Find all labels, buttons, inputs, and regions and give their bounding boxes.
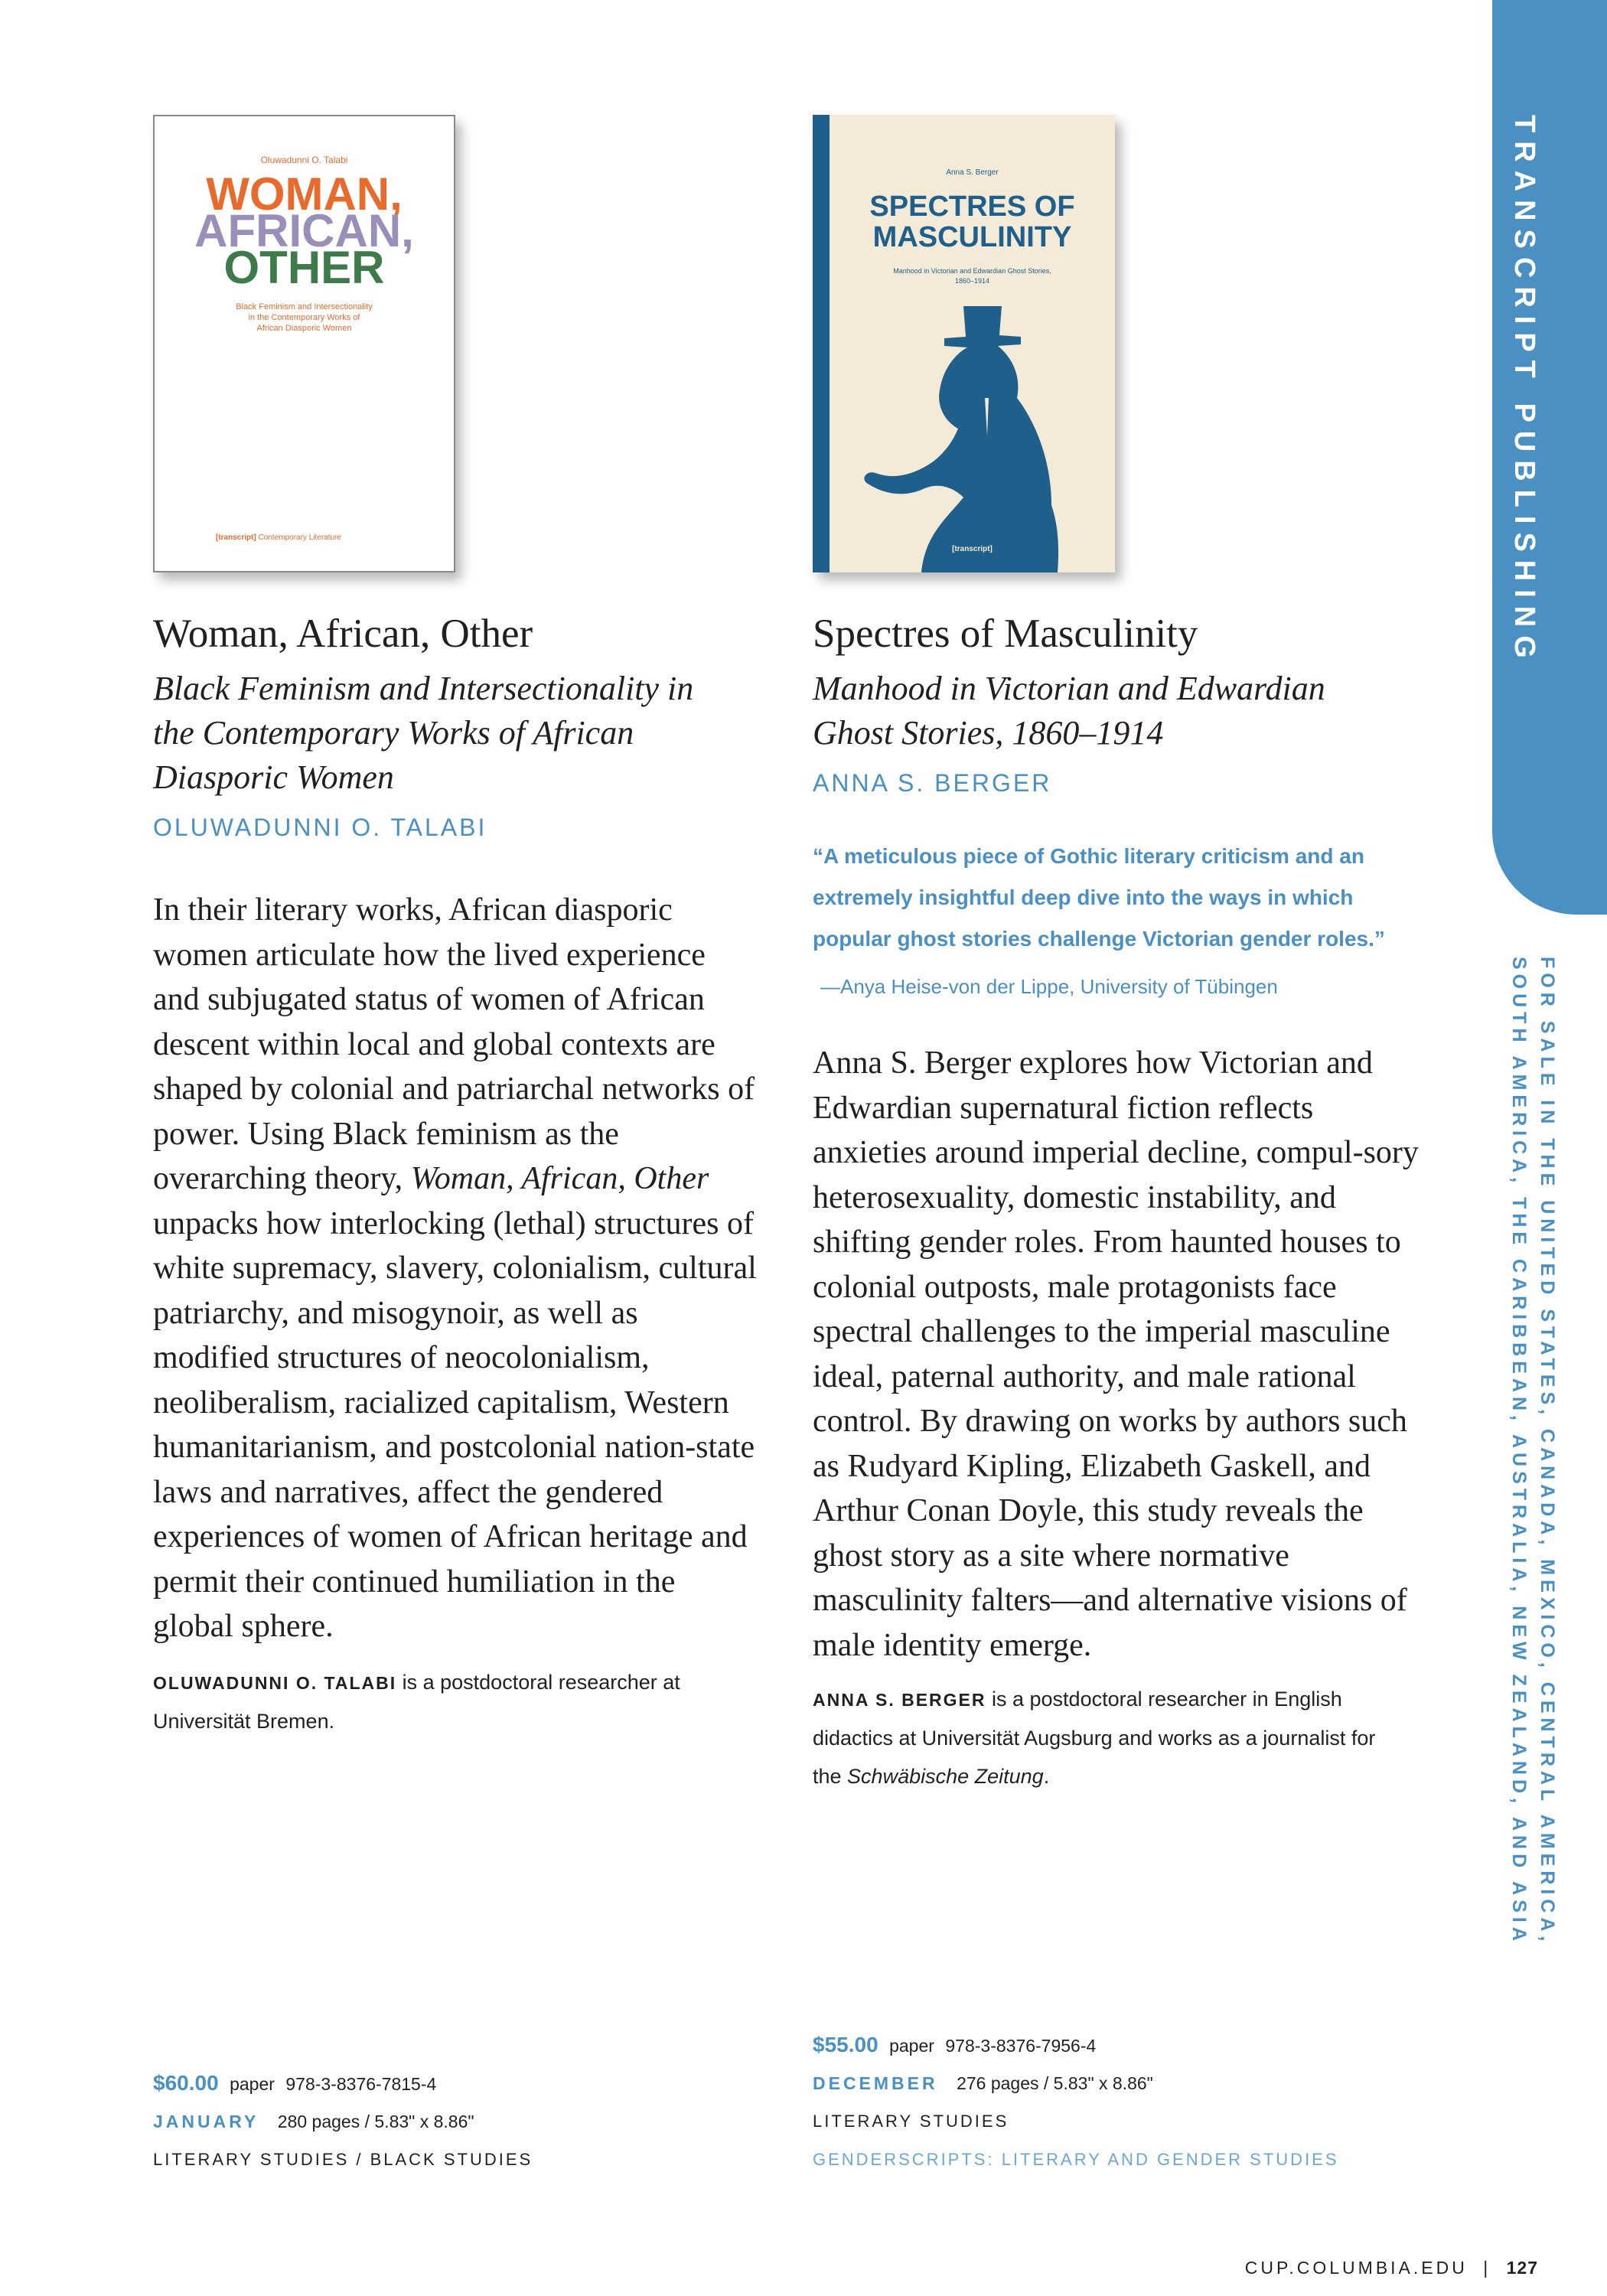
book2-meta (813, 2026, 1339, 2179)
bio-publication-name: Schwäbische Zeitung (847, 1765, 1044, 1788)
cover-title-line: MASCULINITY (872, 221, 1072, 253)
review-quote: “A meticulous piece of Gothic literary criticism and an extremely insightful deep dive into the ways in which popular ghost stories challenge Victorian gender roles.” (813, 844, 1385, 951)
book-subtitle: Manhood in Victorian and Edwardian Ghost Stories, 1860–1914 (813, 670, 1325, 752)
book1-details (153, 610, 758, 1740)
format: paper (889, 2036, 934, 2056)
cover-title (830, 191, 1115, 253)
isbn: 978-3-8376-7815-4 (285, 2074, 437, 2094)
bio-text: is a postdoctoral researcher in English didactics at Universität Augsburg and works as a journalist for the (813, 1688, 1376, 1788)
book-title: Spectres of Masculinity (813, 612, 1198, 656)
book2-details (813, 610, 1425, 1795)
cover-author: Oluwadunni O. Talabi (260, 155, 348, 165)
cover-author: Anna S. Berger (946, 168, 999, 177)
review-attribution: —Anya Heise-von der Lippe, University of Tübingen (820, 975, 1278, 998)
bio-author-name: ANNA S. BERGER (813, 1690, 986, 1710)
footer-separator: | (1483, 2258, 1491, 2278)
book2-cover-image (813, 115, 1115, 572)
subject-category: LITERARY STUDIES (813, 2112, 1009, 2131)
price: $60.00 (153, 2071, 219, 2095)
book1-cover-image (153, 115, 455, 572)
ghost-silhouette-illustration (830, 306, 1115, 572)
footer-url[interactable]: CUP.COLUMBIA.EDU (1244, 2258, 1468, 2278)
isbn: 978-3-8376-7956-4 (945, 2036, 1097, 2056)
cover-word-woman: WOMAN, (206, 168, 403, 220)
cover-word-other: OTHER (223, 242, 385, 293)
author-bio (153, 1663, 758, 1740)
cover-tagline-line: in the Contemporary Works of (248, 313, 360, 322)
cover-imprint: [transcript] (952, 545, 993, 553)
book-title: Woman, African, Other (153, 612, 533, 656)
description-italic-title: Woman, African, Other (410, 1161, 709, 1196)
cover-tagline-line: African Diasporic Women (256, 324, 352, 333)
bio-text: is a postdoctoral researcher at Universität Bremen. (153, 1670, 680, 1733)
page-number: 127 (1506, 2258, 1538, 2278)
author-bio (813, 1680, 1410, 1795)
book-series: GENDERSCRIPTS: LITERARY AND GENDER STUDIES (813, 2150, 1339, 2169)
page-count: 276 pages / 5.83" x 8.86" (957, 2073, 1153, 2093)
book-description: Anna S. Berger explores how Victorian and Edwardian supernatural fiction reflects anxieties around imperial decline, compul-sory heterosexuality, domestic instability, and shifting gender roles. From haunted houses to colonial outposts, male protagonists face spectral challenges to the imperial masculine ideal, paternal authority, and male rational control. By drawing on works by authors such as Rudyard Kipling, Elizabeth Gaskell, and Arthur Conan Doyle, this study reveals the ghost story as a site where normative masculinity falters—and alternative visions of male identity emerge. (813, 1045, 1419, 1663)
format: paper (230, 2074, 275, 2094)
page-footer (1245, 2258, 1538, 2278)
sales-territory-line: SOUTH AMERICA, THE CARIBBEAN, AUSTRALIA, NEW ZEALAND, AND ASIA (1508, 957, 1530, 1945)
cover-spine-band (813, 115, 830, 572)
book-subtitle: Black Feminism and Intersectionality in the Contemporary Works of African Diasporic Women (153, 670, 694, 796)
publisher-name: TRANSCRIPT PUBLISHING (1508, 115, 1540, 667)
book-description (153, 888, 758, 1649)
page-count: 280 pages / 5.83" x 8.86" (277, 2112, 474, 2131)
cover-title-line: SPECTRES OF (869, 191, 1075, 223)
cover-imprint-logo: [transcript] (216, 533, 256, 542)
sales-territory-note (1504, 957, 1561, 1952)
description-text: In their literary works, African diasporic women articulate how the lived experience and subjugated status of women of African descent within local and global contexts are shaped by colonial and patriarchal networks of power. Using Black feminism as the overarching theory, (153, 892, 755, 1196)
cover-word-african: AFRICAN, (194, 205, 414, 256)
pub-month: DECEMBER (813, 2073, 938, 2093)
cover-imprint (216, 533, 341, 542)
bio-author-name: OLUWADUNNI O. TALABI (153, 1672, 397, 1693)
cover-tagline-line: Black Feminism and Intersectionality (236, 302, 373, 311)
sales-territory-line: FOR SALE IN THE UNITED STATES, CANADA, MEXICO, CENTRAL AMERICA, (1537, 957, 1558, 1946)
subject-category: LITERARY STUDIES / BLACK STUDIES (153, 2150, 533, 2169)
book-author: ANNA S. BERGER (813, 769, 1052, 797)
book-author: OLUWADUNNI O. TALABI (153, 814, 487, 841)
cover-tagline-line: Manhood in Victorian and Edwardian Ghost Stories, (893, 267, 1051, 275)
description-text: unpacks how interlocking (lethal) structures of white supremacy, slavery, colonialism, cultural patriarchy, and misogynoir, as well as modified structures of neocolonialism, neoliberalism, racialized capitalism, Western humanitarianism, and postcolonial nation-state laws and narratives, affect the gendered experiences of women of African heritage and permit their continued humiliation in the global sphere. (153, 1205, 757, 1644)
price: $55.00 (813, 2033, 878, 2056)
cover-tagline (155, 302, 454, 334)
book1-meta (153, 2064, 533, 2179)
cover-tagline-line: 1860–1914 (954, 277, 990, 285)
cover-tagline (830, 266, 1115, 286)
cover-imprint-series: Contemporary Literature (258, 533, 341, 542)
bio-text: . (1043, 1765, 1050, 1788)
pub-month: JANUARY (153, 2112, 259, 2131)
